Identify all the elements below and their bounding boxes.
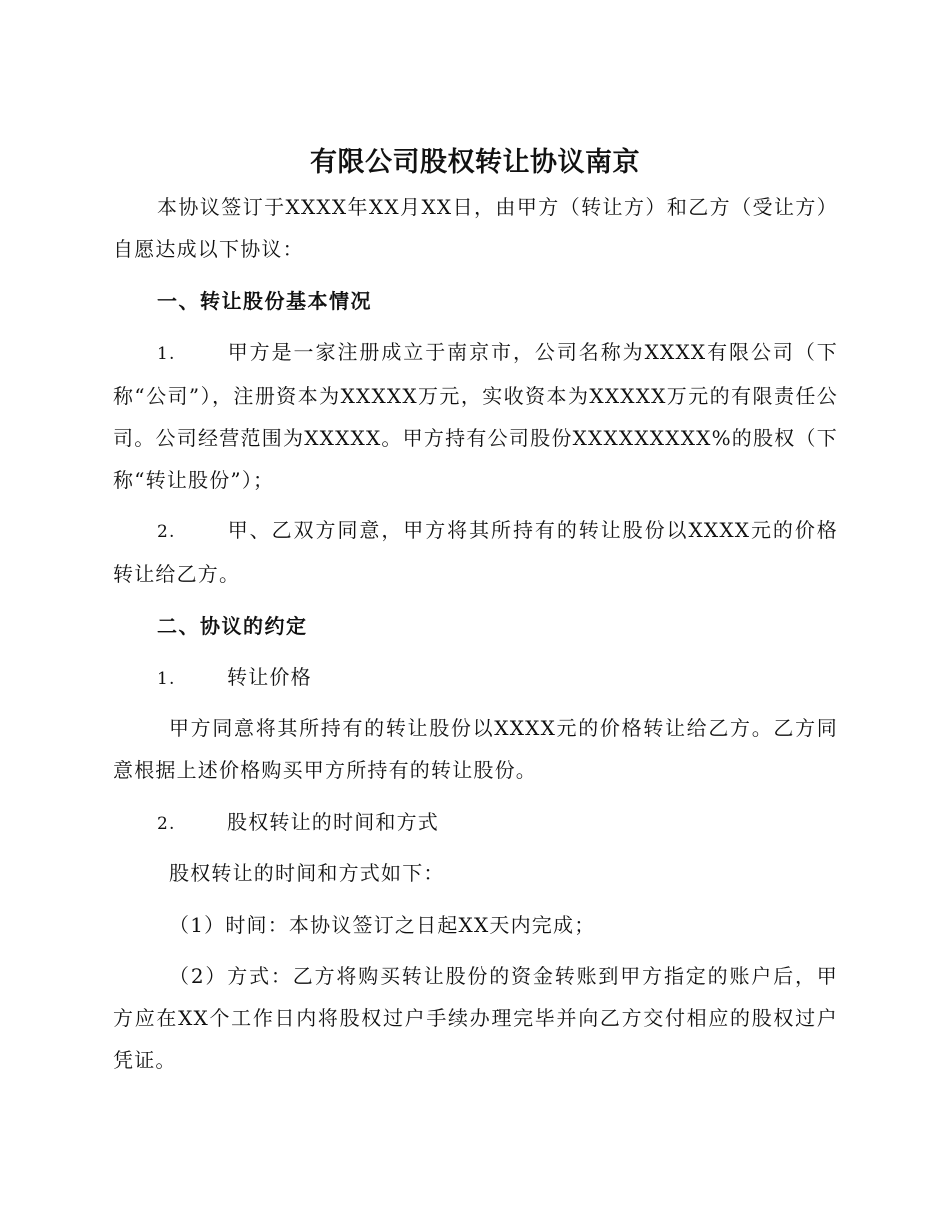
section-2-item-2-body: 股权转让的时间和方式如下： bbox=[169, 861, 445, 885]
item-label: 股权转让的时间和方式 bbox=[227, 810, 439, 834]
section-2-point-1: （1）时间：本协议签订之日起XX天内完成； bbox=[169, 913, 596, 937]
item-label: 转让价格 bbox=[227, 665, 312, 689]
item-number: 1. bbox=[157, 669, 176, 689]
item-text: 甲方是一家注册成立于南京市，公司名称为XXXX有限公司（下称“公司”），注册资本为XXXXX万元，实收资本为XXXXX万元的有限责任公司。公司经营范围为XXXXX。甲方持有公司股份XXXXXXXXX%的股权（下称“转让股份”）； bbox=[113, 340, 838, 492]
section-2-item-2-label-row bbox=[157, 801, 838, 845]
section-1-heading: 一、转让股份基本情况 bbox=[157, 289, 372, 313]
section-2-item-1-body: 甲方同意将其所持有的转让股份以XXXX元的价格转让给乙方。乙方同意根据上述价格购买甲方所持有的转让股份。 bbox=[113, 716, 838, 782]
item-number: 2. bbox=[157, 522, 176, 542]
item-number: 1. bbox=[157, 344, 176, 364]
document-title: 有限公司股权转让协议南京 bbox=[310, 147, 640, 178]
item-number: 2. bbox=[157, 814, 176, 834]
section-1-item-1 bbox=[113, 331, 838, 501]
section-2-item-1-label-row bbox=[157, 656, 838, 700]
item-text: 甲、乙双方同意，甲方将其所持有的转让股份以XXXX元的价格转让给乙方。 bbox=[113, 518, 838, 586]
section-2-point-2: （2）方式：乙方将购买转让股份的资金转账到甲方指定的账户后，甲方应在XX个工作日内将股权过户手续办理完毕并向乙方交付相应的股权过户凭证。 bbox=[113, 964, 838, 1072]
intro-paragraph: 本协议签订于XXXX年XX月XX日，由甲方（转让方）和乙方（受让方）自愿达成以下协议： bbox=[113, 195, 838, 261]
section-2-heading: 二、协议的约定 bbox=[157, 614, 308, 638]
section-1-item-2 bbox=[113, 509, 838, 595]
